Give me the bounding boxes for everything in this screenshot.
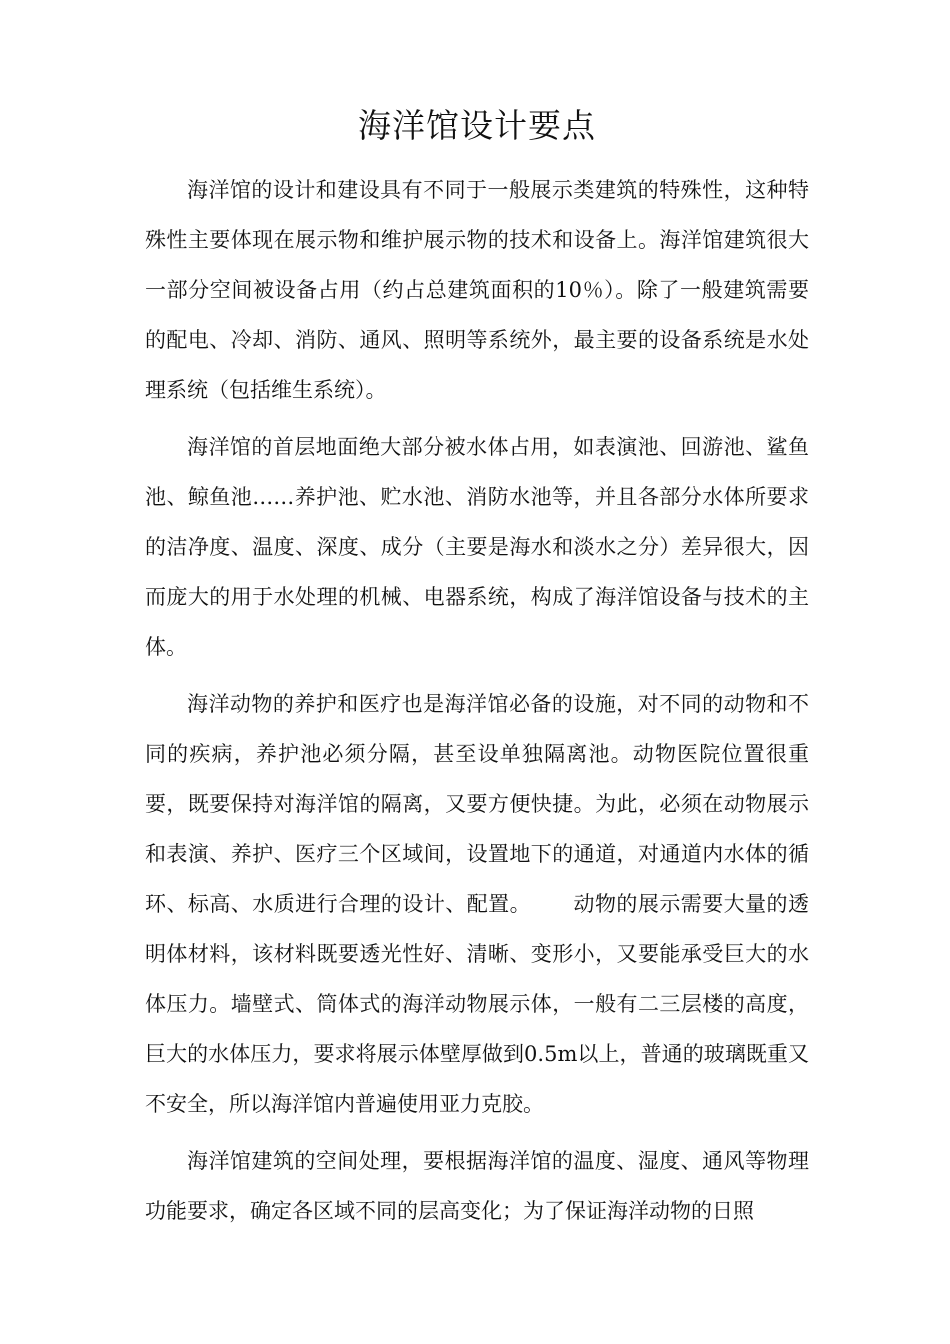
- paragraph-1: 海洋馆的设计和建设具有不同于一般展示类建筑的特殊性，这种特殊性主要体现在展示物和维护展示物的技术和设备上。海洋馆建筑很大一部分空间被设备占用（约占总建筑面积的10％）。除了一般建筑需要的配电、冷却、消防、通风、照明等系统外，最主要的设备系统是水处理系统（包括维生系统）。: [145, 178, 809, 402]
- paragraph-4: 海洋馆建筑的空间处理，要根据海洋馆的温度、湿度、通风等物理功能要求，确定各区域不同的层高变化；为了保证海洋动物的日照: [145, 1149, 809, 1223]
- paragraph-2: 海洋馆的首层地面绝大部分被水体占用，如表演池、回游池、鲨鱼池、鲸鱼池……养护池、贮水池、消防水池等，并且各部分水体所要求的洁净度、温度、深度、成分（主要是海水和淡水之分）差异很大，因而庞大的用于水处理的机械、电器系统，构成了海洋馆设备与技术的主体。: [145, 435, 809, 659]
- document-title: 海洋馆设计要点: [358, 106, 596, 145]
- paragraph-3-continued-text: 动物的展示需要大量的透明体材料，该材料既要透光性好、清晰、变形小，又要能承受巨大的水体压力。墙壁式、筒体式的海洋动物展示体，一般有二三层楼的高度，巨大的水体压力，要求将展示体壁厚做到0.5m以上，普通的玻璃既重又不安全，所以海洋馆内普遍使用亚力克胶。: [145, 892, 810, 1116]
- paragraph-3: [145, 679, 809, 1129]
- paragraph-3-text: 海洋动物的养护和医疗也是海洋馆必备的设施，对不同的动物和不同的疾病，养护池必须分隔，甚至设单独隔离池。动物医院位置很重要，既要保持对海洋馆的隔离，又要方便快捷。为此，必须在动物展示和表演、养护、医疗三个区域间，设置地下的通道，对通道内水体的循环、标高、水质进行合理的设计、配置。: [145, 692, 809, 916]
- document-page: [145, 0, 809, 1236]
